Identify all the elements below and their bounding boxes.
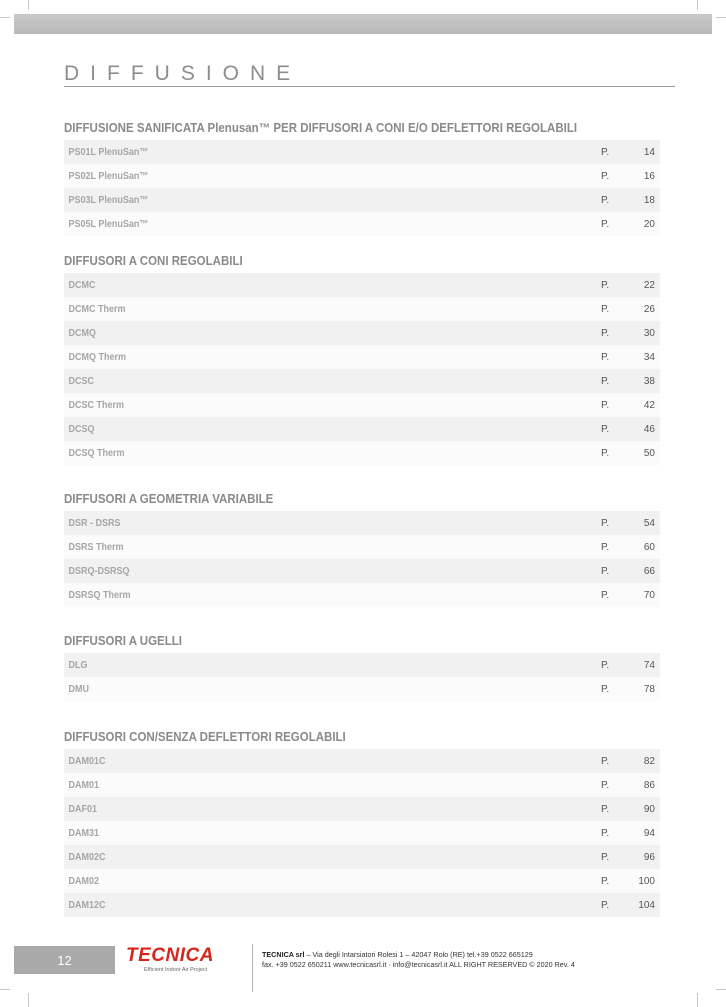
toc-row[interactable]	[64, 140, 660, 164]
toc-row[interactable]	[64, 869, 660, 893]
section-rows	[64, 653, 660, 701]
toc-item-name: DCMQ	[68, 327, 97, 339]
toc-page-number: 26	[643, 303, 655, 315]
toc-page-prefix: P.	[601, 565, 610, 577]
toc-item-name: DAM02C	[68, 851, 106, 863]
toc-row[interactable]	[64, 417, 660, 441]
toc-page-number: 100	[638, 875, 655, 887]
section-title: DIFFUSORI A UGELLI	[64, 634, 182, 648]
toc-page-number: 104	[638, 899, 655, 911]
toc-page-number: 82	[643, 755, 655, 767]
toc-page-prefix: P.	[601, 803, 610, 815]
page-heading: DIFFUSIONE	[64, 62, 302, 85]
crop-mark	[716, 989, 726, 990]
toc-page-prefix: P.	[601, 279, 610, 291]
toc-item-name: DAM01C	[68, 755, 106, 767]
footer-address-line	[262, 950, 575, 960]
toc-item-name: DSRQ-DSRSQ	[68, 565, 130, 577]
toc-page-prefix: P.	[601, 218, 610, 230]
toc-row[interactable]	[64, 441, 660, 465]
tecnica-logo	[126, 946, 226, 978]
toc-page-prefix: P.	[601, 517, 610, 529]
section-deflettori	[64, 729, 660, 917]
toc-item-name: DCSC	[68, 375, 95, 387]
toc-page-number: 30	[643, 327, 655, 339]
toc-row[interactable]	[64, 893, 660, 917]
toc-row[interactable]	[64, 369, 660, 393]
toc-page-number: 60	[643, 541, 655, 553]
section-rows	[64, 749, 660, 917]
toc-page-prefix: P.	[601, 899, 610, 911]
toc-item-name: DCMC Therm	[68, 303, 126, 315]
toc-page-prefix: P.	[601, 875, 610, 887]
toc-page-prefix: P.	[601, 659, 610, 671]
footer-company: TECNICA srl	[262, 950, 305, 959]
top-band	[14, 14, 712, 34]
section-rows	[64, 273, 660, 465]
toc-page-prefix: P.	[601, 194, 610, 206]
toc-item-name: DSRS Therm	[68, 541, 124, 553]
toc-row[interactable]	[64, 164, 660, 188]
toc-page-number: 20	[643, 218, 655, 230]
toc-item-name: PS01L PlenuSan™	[68, 146, 149, 158]
toc-page-prefix: P.	[601, 851, 610, 863]
toc-page-number: 78	[643, 683, 655, 695]
toc-row[interactable]	[64, 188, 660, 212]
crop-mark	[28, 0, 29, 10]
crop-mark	[697, 993, 698, 1007]
toc-item-name: DAM12C	[68, 899, 106, 911]
toc-item-name: DCSQ Therm	[68, 447, 125, 459]
toc-page-prefix: P.	[601, 447, 610, 459]
crop-mark	[716, 17, 726, 18]
section-sanificata	[64, 120, 660, 236]
toc-page-number: 86	[643, 779, 655, 791]
footer-contacts: fax. +39 0522 650211 www.tecnicasrl.it · info@tecnicasrl.it ALL RIGHT RESERVED © 2020 Rev. 4	[262, 960, 575, 969]
toc-row[interactable]	[64, 297, 660, 321]
footer-address: – Via degli Intarsiatori Rolesi 1 – 42047 Rolo (RE) tel.+39 0522 665129	[304, 950, 533, 959]
toc-item-name: DCSC Therm	[68, 399, 125, 411]
toc-page-number: 46	[643, 423, 655, 435]
toc-item-name: PS03L PlenuSan™	[68, 194, 149, 206]
toc-row[interactable]	[64, 212, 660, 236]
toc-page-number: 70	[643, 589, 655, 601]
toc-row[interactable]	[64, 797, 660, 821]
toc-row[interactable]	[64, 677, 660, 701]
toc-page-prefix: P.	[601, 589, 610, 601]
section-coni-regolabili	[64, 253, 660, 465]
toc-page-number: 74	[643, 659, 655, 671]
toc-row[interactable]	[64, 393, 660, 417]
section-title: DIFFUSORI CON/SENZA DEFLETTORI REGOLABILI	[64, 730, 346, 744]
toc-row[interactable]	[64, 321, 660, 345]
section-rows	[64, 140, 660, 236]
section-geometria-variabile	[64, 491, 660, 607]
crop-mark	[0, 989, 10, 990]
toc-page-prefix: P.	[601, 755, 610, 767]
toc-page-number: 94	[643, 827, 655, 839]
toc-item-name: PS02L PlenuSan™	[68, 170, 149, 182]
toc-page-prefix: P.	[601, 779, 610, 791]
toc-row[interactable]	[64, 845, 660, 869]
toc-page-prefix: P.	[601, 399, 610, 411]
toc-page-prefix: P.	[601, 375, 610, 387]
toc-page-prefix: P.	[601, 541, 610, 553]
toc-item-name: DAM31	[68, 827, 100, 839]
footer-contact-info	[262, 950, 575, 970]
toc-row[interactable]	[64, 273, 660, 297]
toc-page-number: 54	[643, 517, 655, 529]
toc-page-prefix: P.	[601, 327, 610, 339]
toc-row[interactable]	[64, 653, 660, 677]
toc-page-number: 16	[643, 170, 655, 182]
section-rows	[64, 511, 660, 607]
toc-row[interactable]	[64, 535, 660, 559]
toc-item-name: DSRSQ Therm	[68, 589, 131, 601]
toc-page-prefix: P.	[601, 146, 610, 158]
toc-row[interactable]	[64, 749, 660, 773]
toc-page-prefix: P.	[601, 303, 610, 315]
toc-page-number: 18	[643, 194, 655, 206]
toc-page-prefix: P.	[601, 423, 610, 435]
toc-item-name: DAM02	[68, 875, 100, 887]
toc-page-number: 38	[643, 375, 655, 387]
toc-row[interactable]	[64, 345, 660, 369]
toc-page-number: 22	[643, 279, 655, 291]
logo-tagline: Efficient Indoor Air Project	[144, 967, 208, 973]
section-title: DIFFUSIONE SANIFICATA Plenusan™ PER DIFFUSORI A CONI E/O DEFLETTORI REGOLABILI	[64, 121, 578, 135]
toc-page-prefix: P.	[601, 683, 610, 695]
toc-item-name: DMU	[68, 683, 90, 695]
toc-page-prefix: P.	[601, 170, 610, 182]
toc-item-name: DAM01	[68, 779, 100, 791]
toc-item-name: DLG	[68, 659, 88, 671]
toc-page-number: 66	[643, 565, 655, 577]
section-ugelli	[64, 633, 660, 701]
toc-page-number: 90	[643, 803, 655, 815]
toc-row[interactable]	[64, 821, 660, 845]
toc-item-name: DCMQ Therm	[68, 351, 127, 363]
heading-rule	[64, 86, 675, 87]
toc-page-number: 14	[643, 146, 655, 158]
toc-row[interactable]	[64, 511, 660, 535]
section-title: DIFFUSORI A CONI REGOLABILI	[64, 254, 243, 268]
logo-text: TECNICA	[126, 945, 214, 966]
toc-item-name: PS05L PlenuSan™	[68, 218, 149, 230]
crop-mark	[697, 0, 698, 10]
section-title: DIFFUSORI A GEOMETRIA VARIABILE	[64, 492, 274, 506]
footer-divider	[252, 944, 253, 992]
toc-item-name: DCSQ	[68, 423, 95, 435]
toc-page-prefix: P.	[601, 827, 610, 839]
toc-row[interactable]	[64, 773, 660, 797]
crop-mark	[28, 993, 29, 1007]
toc-page-number: 96	[643, 851, 655, 863]
toc-item-name: DCMC	[68, 279, 96, 291]
toc-item-name: DSR - DSRS	[68, 517, 121, 529]
crop-mark	[0, 17, 10, 18]
toc-page-number: 34	[643, 351, 655, 363]
toc-page-number: 50	[643, 447, 655, 459]
toc-page-number: 42	[643, 399, 655, 411]
toc-page-prefix: P.	[601, 351, 610, 363]
toc-row[interactable]	[64, 559, 660, 583]
page-number-badge: 12	[14, 946, 115, 974]
toc-row[interactable]	[64, 583, 660, 607]
toc-item-name: DAF01	[68, 803, 98, 815]
